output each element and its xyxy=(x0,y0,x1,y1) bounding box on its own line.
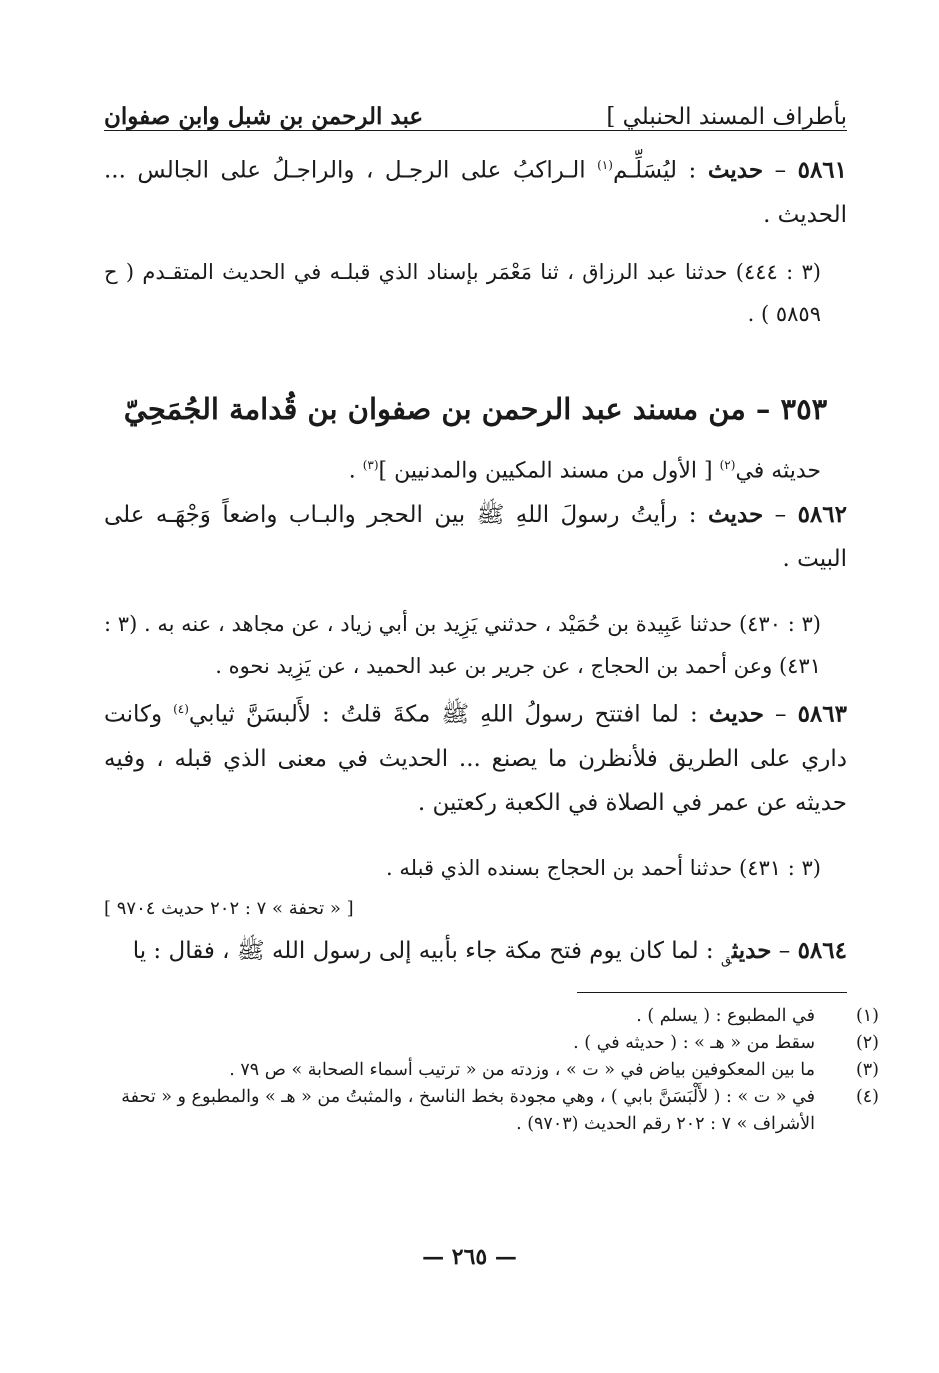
hadith-entry-5861 xyxy=(104,143,847,237)
entry-text: وكانت داري على الطريق فلأنظرن ما يصنع ... الحديث في معنى الذي قبله ، وفيه حديثه عن عمر في الصلاة في الكعبة ركعتين . xyxy=(104,701,847,816)
entry-number: ٥٨٦٤ xyxy=(797,936,847,964)
entry-dash: – xyxy=(764,701,798,728)
entry-keyword: حديث xyxy=(707,156,764,184)
isnad-5862: (٣ : ٤٣٠) حدثنا عَبِيدة بن حُمَيْد ، حدثني يَزِيد بن أبي زياد ، عن مجاهد ، عنه به . (٣ : ٤٣١) وعن أحمد بن الحجاج ، عن جرير بن عبد الحميد ، عن يَزِيد نحوه . xyxy=(104,611,821,678)
entry-number: ٥٨٦٣ xyxy=(797,700,847,728)
entry-dash: – xyxy=(763,157,798,184)
entry-keyword: حديث xyxy=(731,936,772,964)
intro-text: . xyxy=(348,457,363,483)
footnote-ref-3[interactable]: (٣) xyxy=(362,457,379,472)
entry-text: : لما كان يوم فتح مكة جاء بأبيه إلى رسول الله ﷺ ، فقال : يا xyxy=(132,937,721,964)
entry-dash: – xyxy=(763,501,798,528)
entry-keyword: حديث xyxy=(707,500,764,528)
footnote-number: (٤) xyxy=(855,1087,879,1108)
footnotes xyxy=(104,1003,879,1138)
footnote-ref-4[interactable]: (٤) xyxy=(173,701,189,716)
entry-text: : لما افتتح رسولُ اللهِ ﷺ مكةَ قلتُ : لأَلبسَنَّ ثيابي xyxy=(188,701,709,728)
entry-dash: – xyxy=(771,937,798,964)
footnote-number: (٢) xyxy=(855,1033,879,1054)
hadith-entry-5864 xyxy=(104,929,847,983)
footnote-text: في المطبوع : ( يسلم ) . xyxy=(636,1006,815,1027)
section-intro xyxy=(104,443,847,493)
entry-keyword: حديث xyxy=(708,700,765,728)
entry-number: ٥٨٦٢ xyxy=(797,500,847,528)
footnote-ref-1[interactable]: (١) xyxy=(597,158,613,172)
section-title: ٣٥٣ – من مسند عبد الرحمن بن صفوان بن قُدامة الجُمَحِيّ xyxy=(123,391,828,426)
entry-number: ٥٨٦١ xyxy=(797,156,848,184)
page-number: — ٢٦٥ — xyxy=(422,1244,517,1270)
footnote-separator xyxy=(577,992,847,993)
footnote-3 xyxy=(104,1057,879,1084)
entry-text: الـراكبُ على الرجـل ، والراجـلُ على الجالس ... الحديث . xyxy=(104,157,847,228)
footnote-text: سقط من « هـ » : ( حديثه في ) . xyxy=(573,1033,815,1054)
source-mark: ق xyxy=(720,952,732,968)
isnad-5863: (٣ : ٤٣١) حدثنا أحمد بن الحجاج بسنده الذي قبله . xyxy=(386,855,821,880)
hadith-entry-5862 xyxy=(104,493,847,581)
entry-text: : رأيتُ رسولَ اللهِ ﷺ بين الحجر والبـاب واضعاً وَجْهَـه على البيت . xyxy=(104,501,847,572)
footnote-ref-2[interactable]: (٢) xyxy=(719,457,736,472)
footnote-1 xyxy=(104,1003,879,1030)
running-head xyxy=(104,88,847,131)
footnote-number: (١) xyxy=(855,1006,879,1027)
running-head-book-title: بأطراف المسند الحنبلي ] xyxy=(606,104,847,130)
intro-text: حديثه في xyxy=(735,457,821,483)
footnote-number: (٣) xyxy=(855,1060,879,1081)
running-head-section: عبد الرحمن بن شبل وابن صفوان xyxy=(104,103,424,130)
footnote-text: ما بين المعكوفين بياض في « ت » ، وزدته من « ترتيب أسماء الصحابة » ص ٧٩ . xyxy=(229,1060,815,1081)
footnote-4 xyxy=(104,1084,879,1138)
tuhfa-reference: [ « تحفة » ٧ : ٢٠٢ حديث ٩٧٠٤ ] xyxy=(104,897,354,919)
footnote-2 xyxy=(104,1030,879,1057)
footnote-text: في « ت » : ( لأَلْبَسَنَّ بابي ) ، وهي مجودة بخط الناسخ ، والمثبتُ من « هـ » والمطبوع و « تحفة الأشراف » ٧ : ٢٠٢ رقم الحديث (٩٧٠٣) . xyxy=(121,1087,815,1135)
isnad-5861: (٣ : ٤٤٤) حدثنا عبد الرزاق ، ثنا مَعْمَر بإسناد الذي قبلـه في الحديث المتقـدم ( ح ٥٨٥٩ ) . xyxy=(104,259,821,326)
hadith-entry-5863 xyxy=(104,687,847,825)
intro-text: [ الأول من مسند المكيين والمدنيين ] xyxy=(378,457,720,483)
entry-text: : ليُسَلِّـم xyxy=(612,157,708,184)
